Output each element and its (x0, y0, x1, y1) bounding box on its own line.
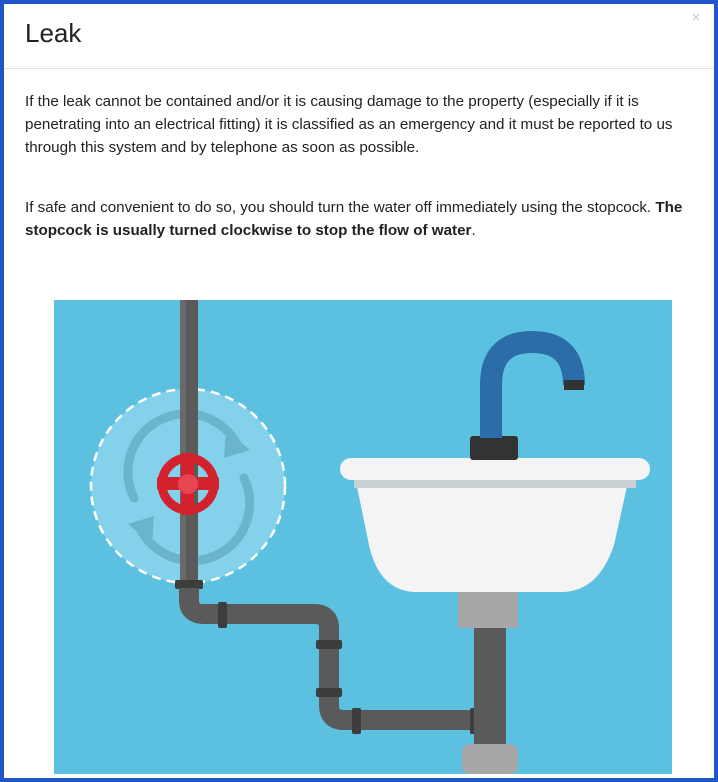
valve-hub (178, 474, 198, 494)
stopcock-text: If safe and convenient to do so, you should turn the water off immediately using the stopcock. (25, 199, 656, 216)
drain-collar (458, 586, 518, 628)
sink-rim (340, 458, 650, 480)
sink-basin (356, 482, 628, 592)
faucet-base (470, 436, 518, 460)
stopcock-period: . (471, 222, 476, 239)
vertical-pipe-shade (180, 300, 186, 590)
pipe-joint-4 (316, 688, 342, 697)
faucet-tip (564, 380, 584, 390)
modal-header (4, 4, 714, 69)
stopcock-bold-text: The stopcock is usually turned clockwise to stop the flow of water (25, 199, 683, 239)
emergency-paragraph: If the leak cannot be contained and/or it is causing damage to the property (especially if it is penetrating into an electrical fitting) it is classified as an emergency and it must be reported to us through this system and by telephone as soon as possible. (25, 93, 673, 156)
pipe-joint-2 (218, 602, 227, 628)
modal-title: Leak (25, 18, 82, 48)
drain-column (474, 628, 506, 760)
drain-base (462, 744, 518, 774)
pipe-joint-3 (316, 640, 342, 649)
pipe-joint-5 (352, 708, 361, 734)
stopcock-paragraph (25, 196, 715, 242)
close-icon[interactable]: × (691, 9, 701, 26)
stopcock-illustration (54, 300, 672, 774)
modal-body (25, 90, 715, 242)
pipe-joint (175, 580, 203, 589)
